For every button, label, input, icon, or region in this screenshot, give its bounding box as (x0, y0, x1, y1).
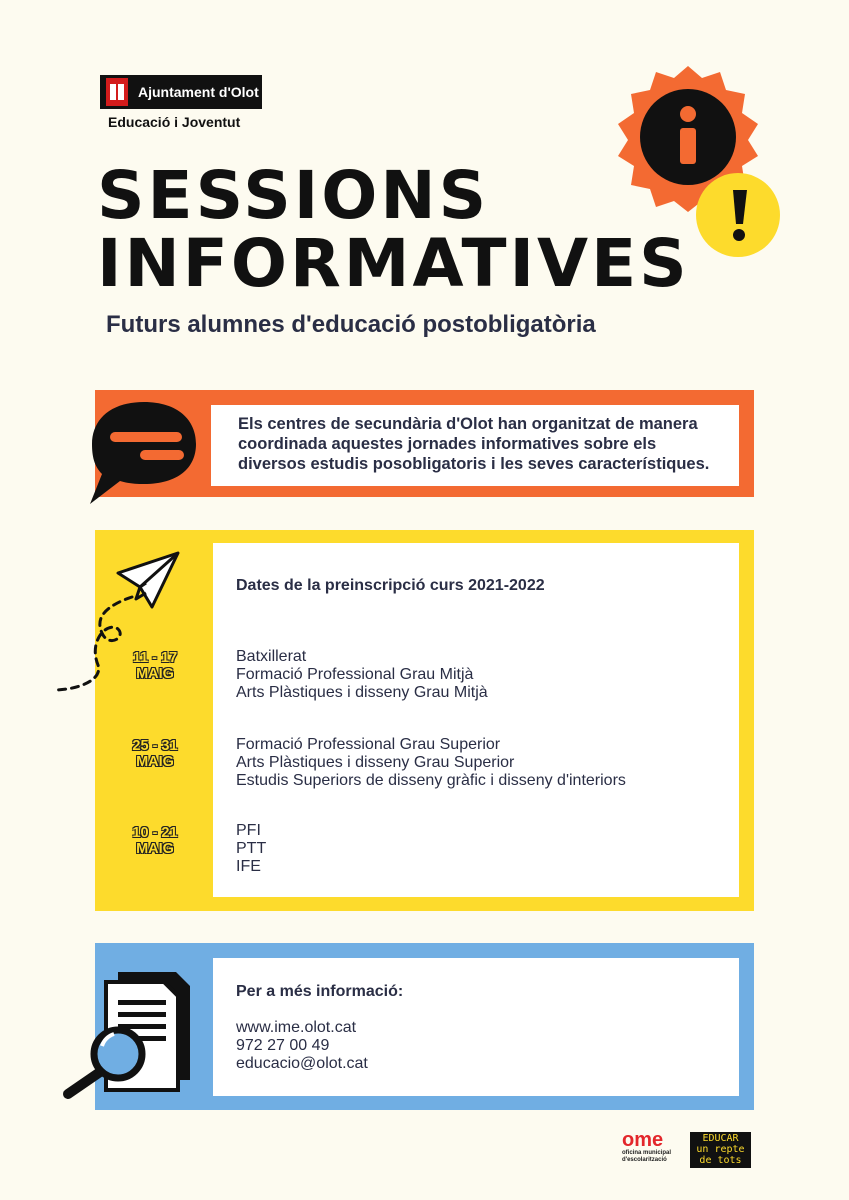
page-subtitle: Futurs alumnes d'educació postobligatòria (106, 311, 596, 338)
list-item: Formació Professional Grau Mitjà (236, 666, 474, 683)
date-badge (100, 825, 210, 857)
ome-logo (622, 1130, 684, 1170)
speech-bubble-icon (84, 396, 204, 508)
date-days: 25 - 31 (132, 738, 178, 754)
date-month: MAIG (136, 754, 174, 770)
page-title (97, 157, 690, 302)
list-item: Batxillerat (236, 648, 307, 665)
title-line-2: INFORMATIVES (97, 225, 690, 302)
phone-number: 972 27 00 49 (236, 1037, 330, 1054)
period-list (236, 648, 488, 702)
department-name: Educació i Joventut (108, 114, 241, 130)
document-search-icon (58, 968, 203, 1103)
list-item: Arts Plàstiques i disseny Grau Superior (236, 754, 515, 771)
educar-line-2: un repte (696, 1144, 745, 1155)
dates-card (213, 543, 739, 897)
ome-line-1: oficina municipal (622, 1150, 672, 1156)
date-badge (100, 650, 210, 682)
info-heading: Per a més informació: (236, 983, 404, 1000)
ome-mark: ome (622, 1129, 664, 1151)
ome-line-2: d'escolarització (622, 1157, 667, 1163)
intro-text: Els centres de secundària d'Olot han organitzat de manera coordinada aquestes jornades informatives sobre els diversos estudis posobligatoris i les seves característiques. (238, 415, 710, 473)
educar-line-3: de tots (699, 1155, 742, 1166)
educar-logo (690, 1132, 751, 1168)
exclamation-icon (695, 172, 781, 258)
date-month: MAIG (136, 841, 174, 857)
educar-line-1: EDUCAR (702, 1133, 739, 1144)
dates-heading: Dates de la preinscripció curs 2021-2022 (236, 577, 545, 594)
coat-of-arms-icon (106, 78, 128, 106)
date-month: MAIG (136, 666, 174, 682)
list-item: Estudis Superiors de disseny gràfic i disseny d'interiors (236, 772, 626, 789)
date-days: 10 - 21 (132, 825, 178, 841)
list-item: PFI (236, 822, 261, 839)
list-item: IFE (236, 858, 261, 875)
date-days: 11 - 17 (132, 650, 178, 666)
contact-list (236, 1019, 368, 1073)
ajuntament-logo (100, 75, 262, 109)
period-list (236, 822, 266, 876)
list-item: Formació Professional Grau Superior (236, 736, 501, 753)
list-item: Arts Plàstiques i disseny Grau Mitjà (236, 684, 488, 701)
website-link[interactable]: www.ime.olot.cat (236, 1019, 357, 1036)
period-list (236, 736, 626, 790)
email-link[interactable]: educacio@olot.cat (236, 1055, 368, 1072)
org-name: Ajuntament d'Olot (138, 84, 259, 100)
list-item: PTT (236, 840, 267, 857)
title-line-1: SESSIONS (97, 157, 490, 234)
date-badge (100, 738, 210, 770)
